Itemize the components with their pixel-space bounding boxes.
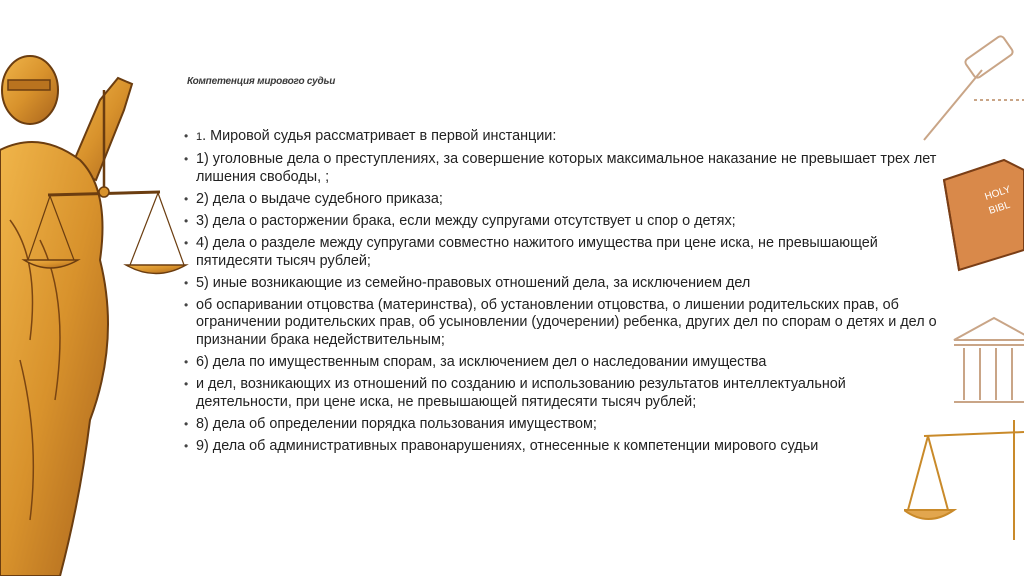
list-item: • 6) дела по имущественным спорам, за исключением дел о наследовании имущества bbox=[183, 354, 943, 372]
themis-statue-image bbox=[0, 40, 210, 576]
list-item: • 9) дела об административных правонарушениях, отнесенные к компетенции мирового судьи bbox=[183, 438, 943, 456]
list-item: • 1) уголовные дела о преступлениях, за совершение которых максимальное наказание не превышает трех лет лишения свободы, ; bbox=[183, 151, 943, 186]
svg-text:HOLY: HOLY bbox=[983, 184, 1013, 203]
slide-title: Компетенция мирового судьи bbox=[187, 76, 336, 87]
courthouse-columns bbox=[954, 318, 1024, 402]
list-item: • 8) дела об определении порядка пользования имуществом; bbox=[183, 416, 943, 434]
svg-text:BIBL: BIBL bbox=[987, 199, 1012, 217]
list-item: • и дел, возникающих из отношений по созданию и использованию результатов интеллектуальной деятельности, при цене иска, не превышающей пятидесяти тысяч рублей; bbox=[183, 376, 943, 411]
competence-list bbox=[183, 128, 943, 460]
intro-text: . Мировой судья рассматривает в первой инстанции: bbox=[202, 128, 557, 144]
list-item: • 4) дела о разделе между супругами совместно нажитого имущества при цене иска, не превышающей пятидесяти тысяч рублей; bbox=[183, 235, 943, 270]
intro-number: 1 bbox=[196, 131, 203, 143]
gavel-icon bbox=[924, 35, 1024, 140]
list-item: • об оспаривании отцовства (материнства), об установлении отцовства, о лишении родительских прав, об ограничении родительских прав, об усыновлении (удочерении) ребенка, других дел по спорам о детях и дел о признании брака недействительным; bbox=[183, 297, 943, 350]
list-item-intro bbox=[183, 128, 943, 147]
holy-bible-book bbox=[944, 160, 1024, 270]
list-item: • 3) дела о расторжении брака, если между супругами отсутствует u спор о детях; bbox=[183, 213, 943, 231]
list-item: • 5) иные возникающие из семейно-правовых отношений дела, за исключением дел bbox=[183, 275, 943, 293]
list-item: • 2) дела о выдаче судебного приказа; bbox=[183, 191, 943, 209]
